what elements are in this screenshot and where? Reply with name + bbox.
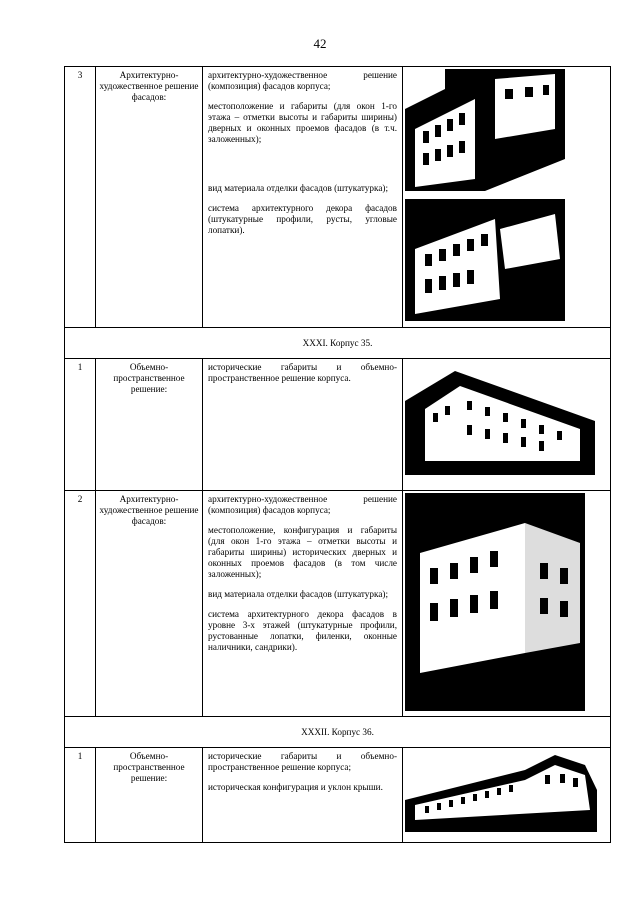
description-item: исторические габариты и объемно-пространственное решение корпуса.	[208, 362, 397, 383]
building-photo	[405, 493, 608, 711]
page-number: 42	[313, 36, 327, 51]
row-number: 3	[65, 67, 96, 328]
photo-cell	[403, 359, 611, 491]
section-title: XXXI. Корпус 35.	[65, 328, 611, 359]
table-row	[65, 491, 611, 717]
photo-cell	[403, 748, 611, 843]
row-number: 2	[65, 491, 96, 717]
description-item: местоположение и габариты (для окон 1-го этажа – отметки высоты и габариты ширины) дверных и оконных проемов фасадов (в т.ч. заложенных);	[208, 101, 397, 144]
description-item: архитектурно-художественное решение (композиция) фасадов корпуса;	[208, 494, 397, 515]
row-title: Объемно-пространственное решение:	[96, 359, 203, 491]
row-title: Объемно-пространственное решение:	[96, 748, 203, 843]
table-row	[65, 748, 611, 843]
row-description	[203, 748, 403, 843]
building-photo	[405, 199, 608, 321]
description-item: вид материала отделки фасадов (штукатурка);	[208, 589, 389, 599]
photo-cell	[403, 67, 611, 328]
row-number: 1	[65, 359, 96, 491]
section-row	[65, 717, 611, 748]
row-title: Архитектурно-художественное решение фасадов:	[96, 67, 203, 328]
description-item: система архитектурного декора фасадов в уровне 3-х этажей (штукатурные профили, рустованные лопатки, филенки, оконные наличники, сандрики).	[208, 609, 397, 652]
row-number: 1	[65, 748, 96, 843]
objects-table	[64, 66, 611, 843]
row-description	[203, 67, 403, 328]
table-row	[65, 359, 611, 491]
building-photo	[405, 69, 608, 191]
row-description	[203, 491, 403, 717]
building-photo	[405, 361, 608, 475]
row-title: Архитектурно-художественное решение фасадов:	[96, 491, 203, 717]
description-item: архитектурно-художественное решение (композиция) фасадов корпуса;	[208, 70, 397, 91]
description-item: исторические габариты и объемно-пространственное решение корпуса;	[208, 751, 397, 772]
section-title: XXXII. Корпус 36.	[65, 717, 611, 748]
photo-cell	[403, 491, 611, 717]
description-item: система архитектурного декора фасадов (штукатурные профили, русты, угловые лопатки).	[208, 203, 397, 235]
description-item: вид материала отделки фасадов (штукатурка);	[208, 183, 389, 193]
row-description	[203, 359, 403, 491]
description-item: местоположение, конфигурация и габариты (для окон 1-го этажа – отметки высоты и габариты ширины) исторических дверных и оконных проемов фасадов (в том числе заложенных);	[208, 525, 397, 579]
section-row	[65, 328, 611, 359]
table-row	[65, 67, 611, 328]
description-item: историческая конфигурация и уклон крыши.	[208, 782, 383, 792]
building-photo	[405, 750, 608, 832]
